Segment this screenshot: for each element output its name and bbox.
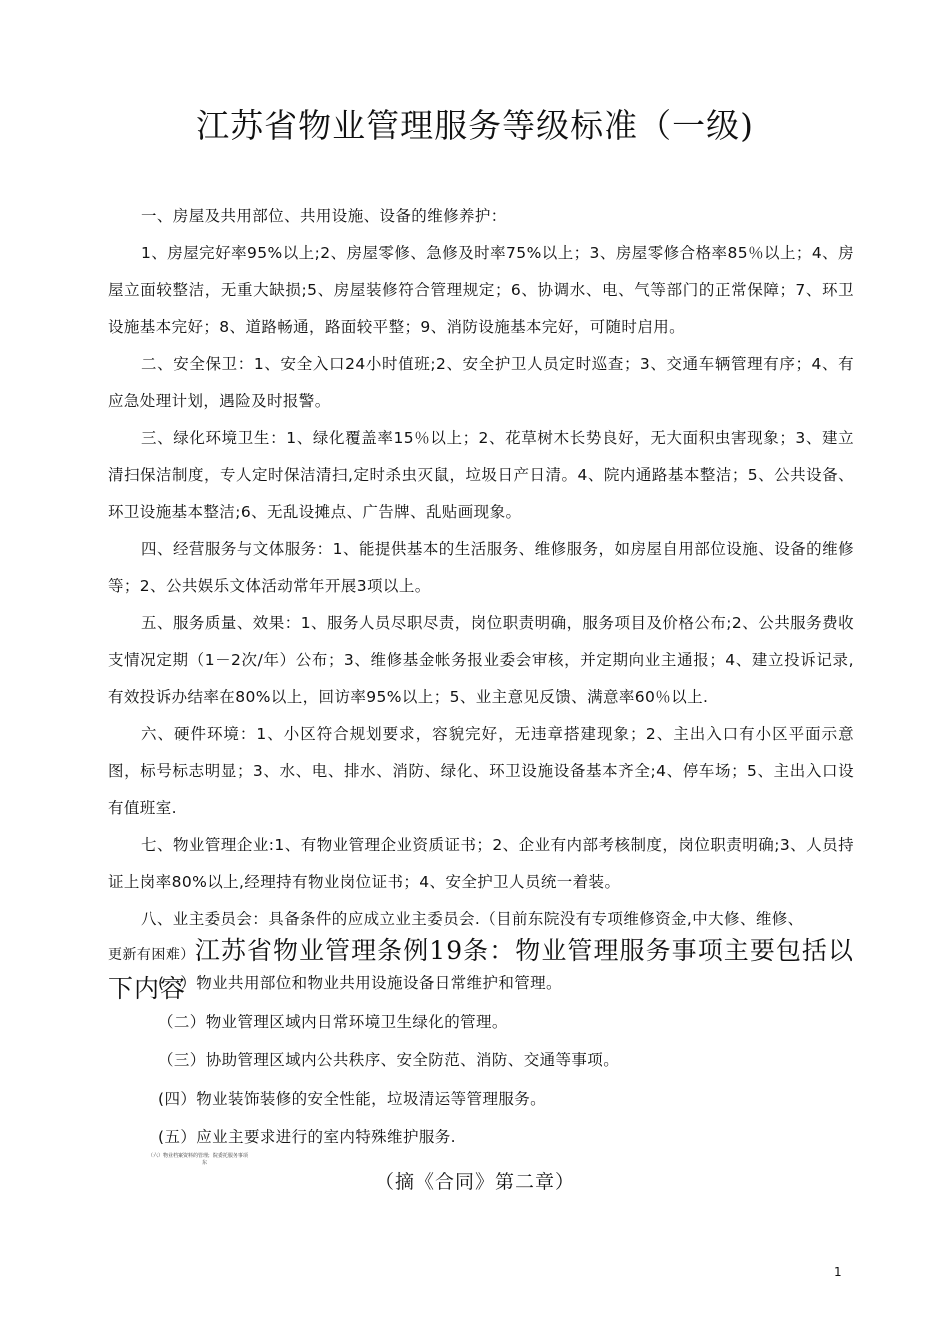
source-citation: （摘《合同》第二章） [374, 1171, 575, 1193]
document-body [108, 198, 854, 1009]
list-item: (五）应业主要求进行的室内特殊维护服务. [158, 1128, 456, 1146]
regulation-heading: 江苏省物业管理条例19条：物业管理服务事项主要包括以下内容 [108, 936, 854, 1003]
list-item: （二）物业管理区域内日常环境卫生绿化的管理。 [158, 1012, 508, 1031]
paragraph-8-continuation: 更新有困难） [108, 947, 195, 963]
list-item: (一）物业共用部位和物业共用设施设备日常维护和管理。 [158, 974, 562, 992]
page-number: 1 [834, 1265, 842, 1279]
paragraph-8 [108, 901, 854, 938]
paragraph-6: 六、硬件环境：1、小区符合规划要求，容貌完好，无违章搭建现象；2、主出入口有小区平面示意图，标号标志明显；3、水、电、排水、消防、绿化、环卫设施设备基本齐全;4、停车场；5、主出入口设有值班室. [108, 725, 854, 817]
tiny-footnote [148, 1153, 248, 1167]
document-title: 江苏省物业管理服务等级标准（一级) [196, 106, 754, 145]
list-item: （三）协助管理区域内公共秩序、安全防范、消防、交通等事项。 [158, 1051, 620, 1069]
service-items-list [158, 964, 619, 1157]
paragraph-1-heading: 一、房屋及共用部位、共用设施、设备的维修养护： [141, 207, 507, 225]
tiny-note-part-d: 东 [202, 1160, 208, 1166]
paragraph-8-text: 八、业主委员会：具备条件的应成立业主委员会.（目前东院没有专项维修资金,中大修、维修、 [141, 910, 804, 928]
paragraph-4: 四、经营服务与文体服务：1、能提供基本的生活服务、维修服务，如房屋自用部位设施、设备的维修等；2、公共娱乐文体活动常年开展3项以上。 [108, 540, 854, 595]
paragraph-7: 七、物业管理企业:1、有物业管理企业资质证书；2、企业有内部考核制度，岗位职责明确;3、人员持证上岗率80%以上,经理持有物业岗位证书；4、安全护卫人员统一着装。 [108, 836, 854, 891]
paragraph-5: 五、服务质量、效果：1、服务人员尽职尽责，岗位职责明确，服务项目及价格公布;2、公共服务费收支情况定期（1－2次/年）公布；3、维修基金帐务报业委会审核，并定期向业主通报；4、建立投诉记录,有效投诉办结率在80%以上，回访率95%以上；5、业主意见反馈、满意率60％以上. [108, 614, 854, 706]
paragraph-3: 三、绿化环境卫生：1、绿化覆盖率15％以上；2、花草树木长势良好，无大面积虫害现象；3、建立清扫保洁制度，专人定时保洁清扫,定时杀虫灭鼠，垃圾日产日清。4、院内通路基本整洁；5、公共设备、环卫设施基本整洁;6、无乱设摊点、广告牌、乱贴画现象。 [108, 429, 854, 521]
list-item: (四）物业装饰装修的安全性能，垃圾清运等管理服务。 [158, 1089, 547, 1108]
paragraph-2: 二、安全保卫：1、安全入口24小时值班;2、安全护卫人员定时巡查；3、交通车辆管理有序；4、有应急处理计划，遇险及时报警。 [108, 355, 854, 410]
tiny-note-part-c: 院委托服务事项 [212, 1153, 248, 1159]
paragraph-1-body: 1、房屋完好率95%以上;2、房屋零修、急修及时率75%以上；3、房屋零修合格率85％以上；4、房屋立面较整洁，无重大缺损;5、房屋装修符合管理规定；6、协调水、电、气等部门的正常保障；7、环卫设施基本完好；8、道路畅通，路面较平整；9、消防设施基本完好，可随时启用。 [108, 244, 854, 336]
tiny-note-part-b: 理; [203, 1153, 210, 1159]
tiny-note-part-a: （六）物业档案资料的管 [148, 1153, 204, 1159]
